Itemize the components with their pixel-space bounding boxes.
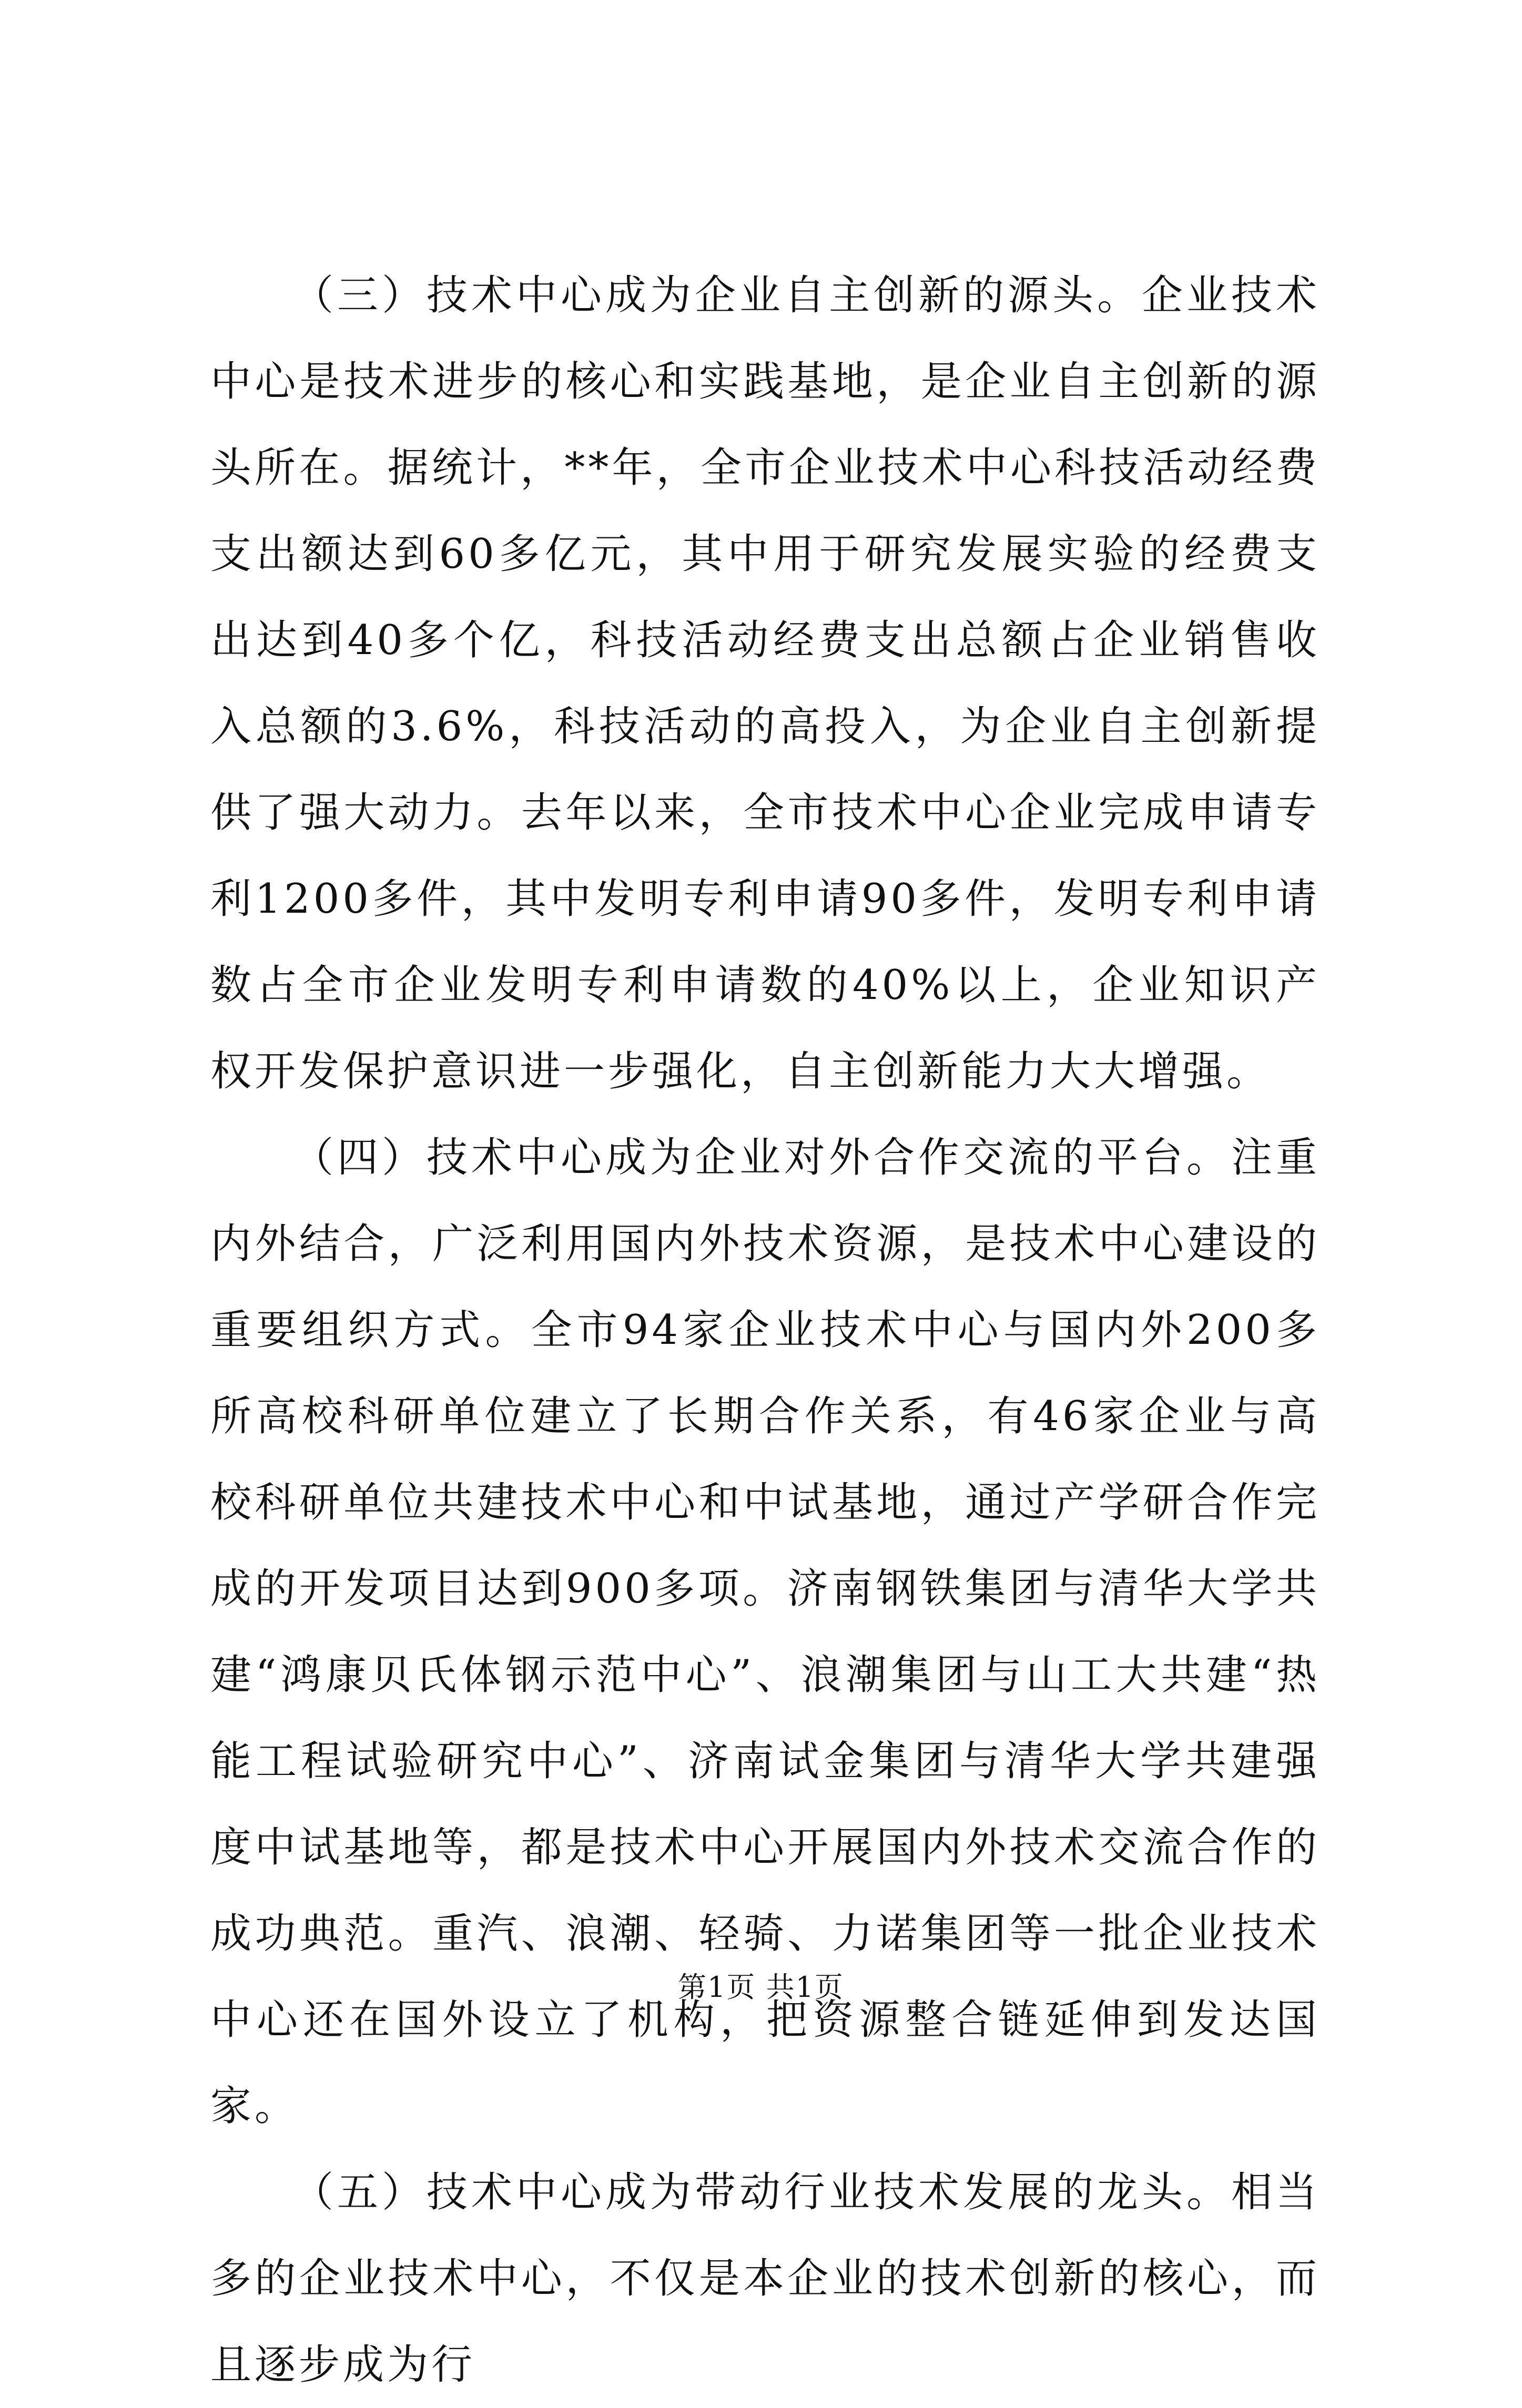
document-body (210, 252, 1320, 2408)
paragraph-4: （四）技术中心成为企业对外合作交流的平台。注重内外结合，广泛利用国内外技术资源，是技术中心建设的重要组织方式。全市94家企业技术中心与国内外200多所高校科研单位建立了长期合作关系，有46家企业与高校科研单位共建技术中心和中试基地，通过产学研合作完成的开发项目达到900多项。济南钢铁集团与清华大学共建“鸿康贝氏体钢示范中心”、浪潮集团与山工大共建“热能工程试验研究中心”、济南试金集团与清华大学共建强度中试基地等，都是技术中心开展国内外技术交流合作的成功典范。重汽、浪潮、轻骑、力诺集团等一批企业技术中心还在国外设立了机构，把资源整合链延伸到发达国家。 (210, 1134, 1320, 2130)
paragraph-5: （五）技术中心成为带动行业技术发展的龙头。相当多的企业技术中心，不仅是本企业的技术创新的核心，而且逐步成为行 (210, 2169, 1320, 2389)
paragraph-3: （三）技术中心成为企业自主创新的源头。企业技术中心是技术进步的核心和实践基地，是企业自主创新的源头所在。据统计，**年，全市企业技术中心科技活动经费支出额达到60多亿元，其中用于研究发展实验的经费支出达到40多个亿，科技活动经费支出总额占企业销售收入总额的3.6%，科技活动的高投入，为企业自主创新提供了强大动力。去年以来，全市技术中心企业完成申请专利1200多件，其中发明专利申请90多件，发明专利申请数占全市企业发明专利申请数的40%以上，企业知识产权开发保护意识进一步强化，自主创新能力大大增强。 (210, 272, 1320, 1095)
page-footer: 第1页 共1页 (678, 1971, 844, 2004)
